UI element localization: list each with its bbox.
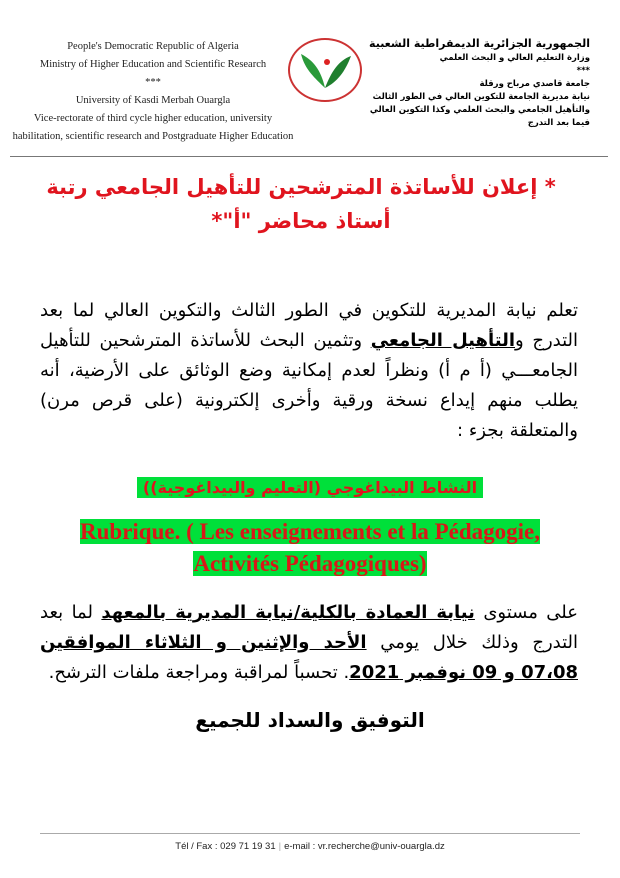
footer-divider [40,833,580,834]
dates-emphasis: الأحد والإثنين و الثلاثاء الموافقين 07،08 و 09 نوفمبر 2021 [40,632,578,683]
ministry-en: Ministry of Higher Education and Scientific Research [39,59,267,70]
location-emphasis: نيابة العمادة بالكلية/نيابة المديرية بالمعهد [101,602,475,623]
leaf-logo-icon [297,48,353,92]
separator-stars: *** [145,77,161,88]
submission-details [40,598,578,688]
pedagogy-label: (النشاط البيداغوجي (التعليم والبيداغوجية) [137,477,483,498]
university-ar: جامعة قاصدي مرباح ورقلة [479,79,590,89]
ministry-ar: وزارة التعليم العالي و البحث العلمي [439,53,590,63]
header-divider [10,156,608,157]
phone-fax: Tél / Fax : 029 71 19 31 [175,841,276,852]
pedagogy-highlight [0,478,620,498]
body-text: وتثمين البحث للأساتذة المترشحين للتأهيل الجامعـــي (أ م أ) ونظراً لعدم إمكانية وضع الوثائق على الأرضية، أنه يطلب منهم إيداع نسخة ورقية وأخرى إلكترونية (على قرص مرن) والمتعلقة بجزء : [40,330,578,441]
body-text: تعلم نيابة المديرية للتكوين في الطور الثالث والتكوين العالي لما بعد التدرج و [40,300,578,351]
university-en: University of Kasdi Merbah Ouargla [75,95,231,106]
rubrique-heading [40,516,580,580]
country-ar: الجمهورية الجزائرية الديمقراطية الشعبية [369,37,590,50]
header-right [350,36,590,130]
rubrique-text: Rubrique. ( Les enseignements et la Pédagogie, Activités Pédagogiques) [80,519,540,576]
closing-line: التوفيق والسداد للجميع [195,708,425,732]
body-text: لما بعد التدرج وذلك خلال يومي [40,602,578,653]
footer-separator: | [278,841,282,852]
country-en: People's Democratic Republic of Algeria [67,41,239,52]
body-text: على مستوى [474,602,578,623]
separator-stars-ar: *** [576,66,590,76]
body-text: . تحسباً لمراقبة ومراجعة ملفات الترشح. [48,662,350,683]
email-contact[interactable]: e-mail : vr.recherche@univ-ouargla.dz [284,841,445,852]
footer [0,841,620,852]
body-emphasis: التأهيل الجامعي [370,330,515,351]
announcement-title: * إعلان للأساتذة المترشحين للتأهيل الجامعي رتبة أستاذ محاضر "أ"* [46,175,556,233]
header-left [8,38,298,146]
announcement-body [40,296,578,446]
vice-rectorate-en: Vice-rectorate of third cycle higher education, university habilitation, scientific research and Postgraduate Higher Education [12,113,294,142]
vice-rectorate-ar: نيابة مديرية الجامعة للتكوين العالي في الطور الثالث والتأهيل الجامعي والبحث العلمي وكذا التكوين العالي فيما بعد التدرج [369,92,590,128]
